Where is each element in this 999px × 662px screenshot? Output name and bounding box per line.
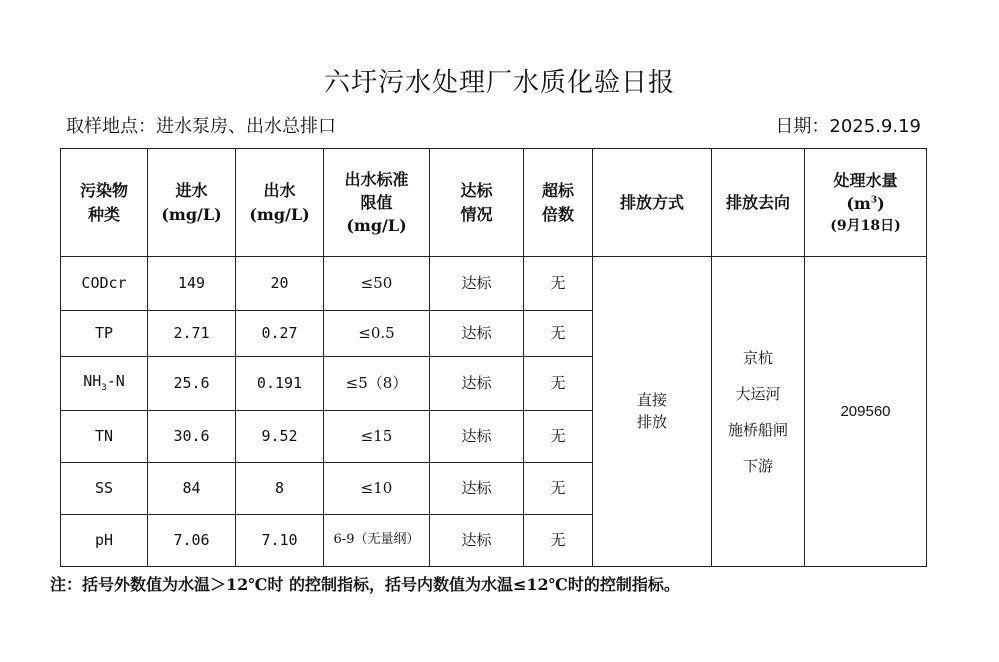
limit-value: ≤50 xyxy=(324,257,430,311)
header-discharge-direction: 排放去向 xyxy=(712,149,805,257)
effluent-value: 7.10 xyxy=(236,515,324,567)
effluent-value: 20 xyxy=(236,257,324,311)
compliance-status: 达标 xyxy=(430,357,524,411)
exceed-value: 无 xyxy=(524,411,593,463)
influent-value: 30.6 xyxy=(148,411,236,463)
exceed-value: 无 xyxy=(524,357,593,411)
pollutant-name: pH xyxy=(61,515,148,567)
compliance-status: 达标 xyxy=(430,463,524,515)
influent-value: 149 xyxy=(148,257,236,311)
exceed-value: 无 xyxy=(524,257,593,311)
influent-value: 2.71 xyxy=(148,311,236,357)
header-influent: 进水 (mg/L) xyxy=(148,149,236,257)
footnote: 注：括号外数值为水温＞12℃时 的控制指标，括号内数值为水温≤12℃时的控制指标。 xyxy=(50,575,680,594)
pollutant-name: CODcr xyxy=(61,257,148,311)
influent-value: 7.06 xyxy=(148,515,236,567)
header-pollutant: 污染物种类 xyxy=(61,149,148,257)
header-discharge-method: 排放方式 xyxy=(593,149,712,257)
exceed-value: 无 xyxy=(524,311,593,357)
influent-value: 84 xyxy=(148,463,236,515)
limit-value: ≤10 xyxy=(324,463,430,515)
report-title: 六圩污水处理厂水质化验日报 xyxy=(323,68,675,98)
limit-value: ≤5（8） xyxy=(324,357,430,411)
sampling-site: 取样地点：进水泵房、出水总排口 xyxy=(66,116,336,137)
limit-value: ≤15 xyxy=(324,411,430,463)
water-quality-table xyxy=(60,148,927,567)
compliance-status: 达标 xyxy=(430,257,524,311)
pollutant-name: TP xyxy=(61,311,148,357)
pollutant-name: SS xyxy=(61,463,148,515)
header-volume: 处理水量 $(m^3)$ (9月18日) xyxy=(805,149,927,257)
influent-value: 25.6 xyxy=(148,357,236,411)
compliance-status: 达标 xyxy=(430,311,524,357)
discharge-method-cell: 直接 排放 xyxy=(593,257,712,567)
compliance-status: 达标 xyxy=(430,411,524,463)
limit-value: ≤0.5 xyxy=(324,311,430,357)
treated-volume: 209560 xyxy=(805,257,927,567)
effluent-value: 9.52 xyxy=(236,411,324,463)
header-compliance: 达标情况 xyxy=(430,149,524,257)
header-exceed: 超标倍数 xyxy=(524,149,593,257)
limit-value: 6-9（无量纲） xyxy=(324,515,430,567)
report-date: 日期：2025.9.19 xyxy=(775,116,921,137)
pollutant-name: $NH_3-N$ xyxy=(61,357,148,411)
pollutant-name: TN xyxy=(61,411,148,463)
exceed-value: 无 xyxy=(524,515,593,567)
effluent-value: 8 xyxy=(236,463,324,515)
header-effluent: 出水 (mg/L) xyxy=(236,149,324,257)
table-row xyxy=(61,257,927,311)
header-row xyxy=(61,149,927,257)
effluent-value: 0.191 xyxy=(236,357,324,411)
header-limit: 出水标准限值 (mg/L) xyxy=(324,149,430,257)
effluent-value: 0.27 xyxy=(236,311,324,357)
compliance-status: 达标 xyxy=(430,515,524,567)
exceed-value: 无 xyxy=(524,463,593,515)
discharge-direction-cell: 京杭 大运河 施桥船闸 下游 xyxy=(712,257,805,567)
